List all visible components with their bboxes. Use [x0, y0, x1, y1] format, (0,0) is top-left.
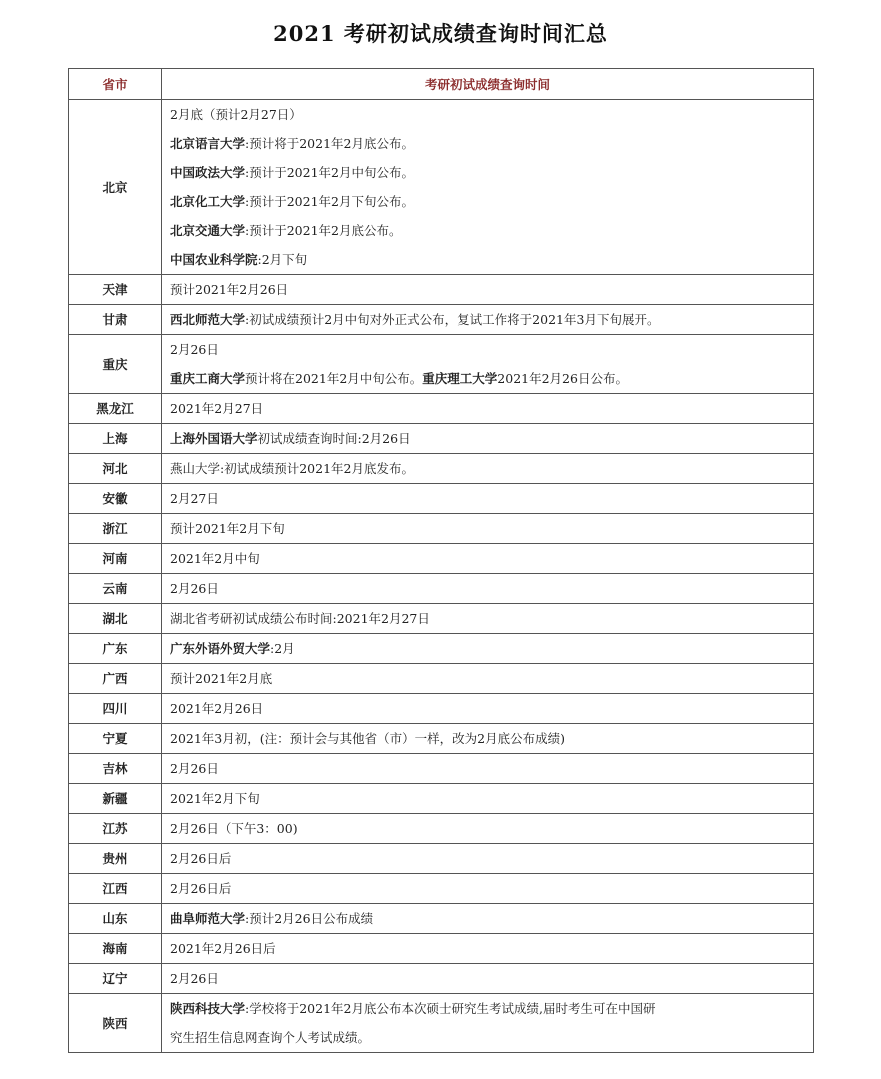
- time-text: 究生招生信息网查询个人考试成绩。: [170, 1030, 371, 1045]
- province-cell: 上海: [69, 424, 162, 454]
- province-cell: 新疆: [69, 784, 162, 814]
- time-line: [170, 275, 805, 304]
- time-cell: [162, 874, 814, 904]
- institution-name: 中国政法大学: [170, 165, 246, 180]
- time-text: 2月底（预计2月27日）: [170, 107, 302, 122]
- table-row: [69, 275, 814, 305]
- table-row: [69, 934, 814, 964]
- time-cell: [162, 664, 814, 694]
- table-row: [69, 994, 814, 1053]
- time-text: 2021年2月27日: [170, 401, 264, 416]
- time-cell: [162, 634, 814, 664]
- province-cell: 宁夏: [69, 724, 162, 754]
- time-line: [170, 844, 805, 873]
- time-text: :2月: [270, 641, 295, 656]
- time-line: [170, 216, 805, 245]
- time-cell: [162, 484, 814, 514]
- time-line: [170, 784, 805, 813]
- time-line: [170, 724, 805, 753]
- table-row: [69, 484, 814, 514]
- page-title: 2021 考研初试成绩查询时间汇总: [273, 21, 608, 46]
- time-text: 2021年2月26日: [170, 701, 264, 716]
- time-line: [170, 100, 805, 129]
- province-cell: 重庆: [69, 335, 162, 394]
- institution-name: 上海外国语大学: [170, 431, 258, 446]
- table-row: [69, 784, 814, 814]
- time-line: [170, 454, 805, 483]
- province-cell: 黑龙江: [69, 394, 162, 424]
- time-cell: [162, 100, 814, 275]
- province-cell: 天津: [69, 275, 162, 305]
- header-time: 考研初试成绩查询时间: [162, 69, 814, 100]
- time-cell: [162, 934, 814, 964]
- time-line: [170, 814, 805, 843]
- time-cell: [162, 964, 814, 994]
- province-cell: 北京: [69, 100, 162, 275]
- table-row: [69, 634, 814, 664]
- time-line: [170, 574, 805, 603]
- time-line: [170, 394, 805, 423]
- time-cell: [162, 574, 814, 604]
- table-row: [69, 424, 814, 454]
- time-line: [170, 634, 805, 663]
- institution-name: 西北师范大学: [170, 312, 246, 327]
- time-text: 2021年2月26日公布。: [497, 371, 628, 386]
- time-text: 2月26日: [170, 971, 219, 986]
- time-text: 2021年2月26日后: [170, 941, 276, 956]
- time-text: 燕山大学:初试成绩预计2021年2月底发布。: [170, 461, 414, 476]
- table-row: [69, 394, 814, 424]
- province-cell: 广西: [69, 664, 162, 694]
- time-line: [170, 305, 805, 334]
- time-line: [170, 754, 805, 783]
- table-row: [69, 694, 814, 724]
- header-province: 省市: [69, 69, 162, 100]
- time-line: [170, 694, 805, 723]
- time-text: 2月26日后: [170, 881, 232, 896]
- table-row: [69, 305, 814, 335]
- time-line: [170, 964, 805, 993]
- table-row: [69, 544, 814, 574]
- time-text: 预计将在2021年2月中旬公布。: [245, 371, 423, 386]
- table-row: [69, 454, 814, 484]
- table-row: [69, 814, 814, 844]
- time-text: :预计将于2021年2月底公布。: [245, 136, 414, 151]
- time-text: 2021年3月初，(注：预计会与其他省（市）一样，改为2月底公布成绩): [170, 731, 565, 746]
- table-row: [69, 874, 814, 904]
- table-row: [69, 754, 814, 784]
- time-line: [170, 934, 805, 963]
- province-cell: 河南: [69, 544, 162, 574]
- institution-name: 陕西科技大学: [170, 1001, 246, 1016]
- institution-name: 北京化工大学: [170, 194, 246, 209]
- time-line: [170, 1023, 805, 1052]
- time-text: 2月26日后: [170, 851, 232, 866]
- time-cell: [162, 514, 814, 544]
- province-cell: 江西: [69, 874, 162, 904]
- institution-name: 重庆工商大学: [170, 371, 246, 386]
- time-text: 2月26日（下午3：00): [170, 821, 298, 836]
- time-line: [170, 544, 805, 573]
- table-row: [69, 724, 814, 754]
- table-row: [69, 604, 814, 634]
- table-row: [69, 664, 814, 694]
- time-cell: [162, 844, 814, 874]
- province-cell: 海南: [69, 934, 162, 964]
- table-header-row: [69, 69, 814, 100]
- time-cell: [162, 424, 814, 454]
- table-row: [69, 100, 814, 275]
- table-row: [69, 514, 814, 544]
- table-row: [69, 335, 814, 394]
- province-cell: 四川: [69, 694, 162, 724]
- time-text: 2月26日: [170, 761, 219, 776]
- time-cell: [162, 784, 814, 814]
- time-cell: [162, 994, 814, 1053]
- time-cell: [162, 544, 814, 574]
- time-text: :预计于2021年2月中旬公布。: [245, 165, 414, 180]
- province-cell: 浙江: [69, 514, 162, 544]
- institution-name: 曲阜师范大学: [170, 911, 246, 926]
- time-line: [170, 424, 805, 453]
- time-cell: [162, 724, 814, 754]
- time-cell: [162, 604, 814, 634]
- time-text: :预计2月26日公布成绩: [245, 911, 374, 926]
- province-cell: 甘肃: [69, 305, 162, 335]
- time-text: 2月26日: [170, 581, 219, 596]
- province-cell: 吉林: [69, 754, 162, 784]
- time-line: [170, 364, 805, 393]
- province-cell: 山东: [69, 904, 162, 934]
- time-cell: [162, 335, 814, 394]
- time-cell: [162, 754, 814, 784]
- province-cell: 广东: [69, 634, 162, 664]
- time-text: 2月27日: [170, 491, 219, 506]
- table-row: [69, 964, 814, 994]
- institution-name: 中国农业科学院: [170, 252, 258, 267]
- time-cell: [162, 814, 814, 844]
- table-body: [69, 100, 814, 1053]
- province-cell: 云南: [69, 574, 162, 604]
- time-line: [170, 874, 805, 903]
- province-cell: 河北: [69, 454, 162, 484]
- time-text: 预计2021年2月下旬: [170, 521, 285, 536]
- table-row: [69, 844, 814, 874]
- province-cell: 陕西: [69, 994, 162, 1053]
- time-line: [170, 664, 805, 693]
- time-cell: [162, 694, 814, 724]
- province-cell: 江苏: [69, 814, 162, 844]
- province-cell: 辽宁: [69, 964, 162, 994]
- institution-name: 重庆理工大学: [422, 371, 498, 386]
- province-cell: 湖北: [69, 604, 162, 634]
- time-text: :初试成绩预计2月中旬对外正式公布，复试工作将于2021年3月下旬展开。: [245, 312, 660, 327]
- time-text: 初试成绩查询时间:2月26日: [257, 431, 411, 446]
- time-line: [170, 245, 805, 274]
- time-text: 湖北省考研初试成绩公布时间:2021年2月27日: [170, 611, 430, 626]
- time-line: [170, 514, 805, 543]
- table-row: [69, 904, 814, 934]
- time-line: [170, 129, 805, 158]
- time-cell: [162, 904, 814, 934]
- time-cell: [162, 394, 814, 424]
- institution-name: 北京交通大学: [170, 223, 246, 238]
- schedule-table: [68, 68, 814, 1053]
- time-cell: [162, 275, 814, 305]
- time-text: :预计于2021年2月下旬公布。: [245, 194, 414, 209]
- time-line: [170, 335, 805, 364]
- time-line: [170, 604, 805, 633]
- time-text: 2月26日: [170, 342, 219, 357]
- time-line: [170, 187, 805, 216]
- time-text: 2021年2月中旬: [170, 551, 260, 566]
- institution-name: 北京语言大学: [170, 136, 246, 151]
- time-cell: [162, 454, 814, 484]
- time-text: :学校将于2021年2月底公布本次硕士研究生考试成绩,届时考生可在中国研: [245, 1001, 656, 1016]
- time-text: 2021年2月下旬: [170, 791, 260, 806]
- table-row: [69, 574, 814, 604]
- province-cell: 贵州: [69, 844, 162, 874]
- time-line: [170, 484, 805, 513]
- time-text: :2月下旬: [257, 252, 308, 267]
- time-line: [170, 158, 805, 187]
- time-line: [170, 904, 805, 933]
- time-text: 预计2021年2月底: [170, 671, 273, 686]
- province-cell: 安徽: [69, 484, 162, 514]
- institution-name: 广东外语外贸大学: [170, 641, 271, 656]
- time-text: :预计于2021年2月底公布。: [245, 223, 402, 238]
- time-line: [170, 994, 805, 1023]
- time-text: 预计2021年2月26日: [170, 282, 289, 297]
- time-cell: [162, 305, 814, 335]
